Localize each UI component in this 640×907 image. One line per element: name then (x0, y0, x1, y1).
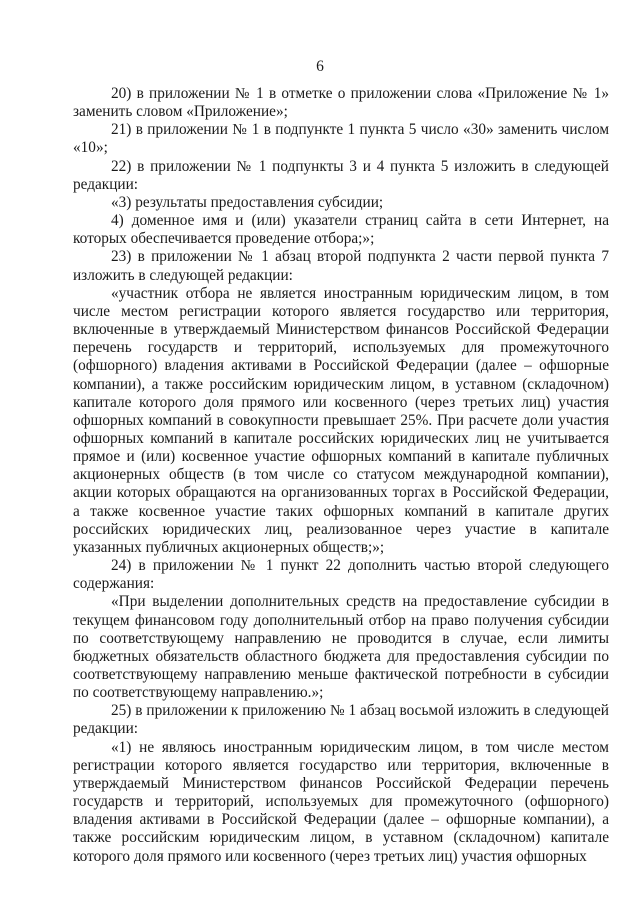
paragraph-22-item-4: 4) доменное имя и (или) указатели страниц сайта в сети Интернет, на которых обеспечивается проведение отбора;»; (73, 212, 609, 248)
paragraph-22: 22) в приложении № 1 подпункты 3 и 4 пункта 5 изложить в следующей редакции: (73, 157, 609, 193)
paragraph-22-item-3: «3) результаты предоставления субсидии; (111, 193, 384, 211)
paragraph-23-quote: «участник отбора не является иностранным юридическим лицом, в том числе местом регистрации которого является государство или территория, включенные в утверждаемый Министерством финансов Российской Федерации перечень государств и территорий, используемых для промежуточного (офшорного) владения активами в Российской Федерации (далее – офшорные компании), а также российским юридическим лицом, в уставном (складочном) капитале которого доля прямого или косвенного (через третьих лиц) участия офшорных компаний в совокупности превышает 25%. При расчете доли участия офшорных компаний в капитале российских юридических лиц не учитывается прямое и (или) косвенное участие офшорных компаний в капитале публичных акционерных обществ (в том числе со статусом международной компании), акции которых обращаются на организованных торгах в Российской Федерации, а также косвенное участие таких офшорных компаний в капитале других российских юридических лиц, реализованное через участие в капитале указанных публичных акционерных обществ;»; (73, 284, 609, 556)
document-body (73, 85, 609, 866)
paragraph-25: 25) в приложении к приложению № 1 абзац восьмой изложить в следующей редакции: (73, 702, 609, 738)
page-number: 6 (316, 58, 324, 75)
paragraph-25-quote: «1) не являюсь иностранным юридическим лицом, в том числе местом регистрации которого является государство или территория, включенные в утверждаемый Министерством финансов Российской Федерации перечень государств и территорий, используемых для промежуточного (офшорного) владения активами в Российской Федерации (далее – офшорные компании), а также российским юридическим лицом, в уставном (складочном) капитале которого доля прямого или косвенного (через третьих лиц) участия офшорных (73, 738, 609, 865)
paragraph-23: 23) в приложении № 1 абзац второй подпункта 2 части первой пункта 7 изложить в следующей редакции: (73, 248, 609, 284)
paragraph-24-quote: «При выделении дополнительных средств на предоставление субсидии в текущем финансовом году дополнительный отбор на право получения субсидии по соответствующему направлению не проводится в случае, если лимиты бюджетных обязательств областного бюджета для предоставления субсидии по соответствующему направлению меньше фактической потребности в субсидии по соответствующему направлению.»; (73, 593, 609, 702)
paragraph-21: 21) в приложении № 1 в подпункте 1 пункта 5 число «30» заменить числом «10»; (73, 121, 609, 157)
paragraph-24: 24) в приложении № 1 пункт 22 дополнить частью второй следующего содержания: (73, 557, 609, 593)
paragraph-20: 20) в приложении № 1 в отметке о приложении слова «Приложение № 1» заменить словом «Приложение»; (73, 85, 609, 121)
